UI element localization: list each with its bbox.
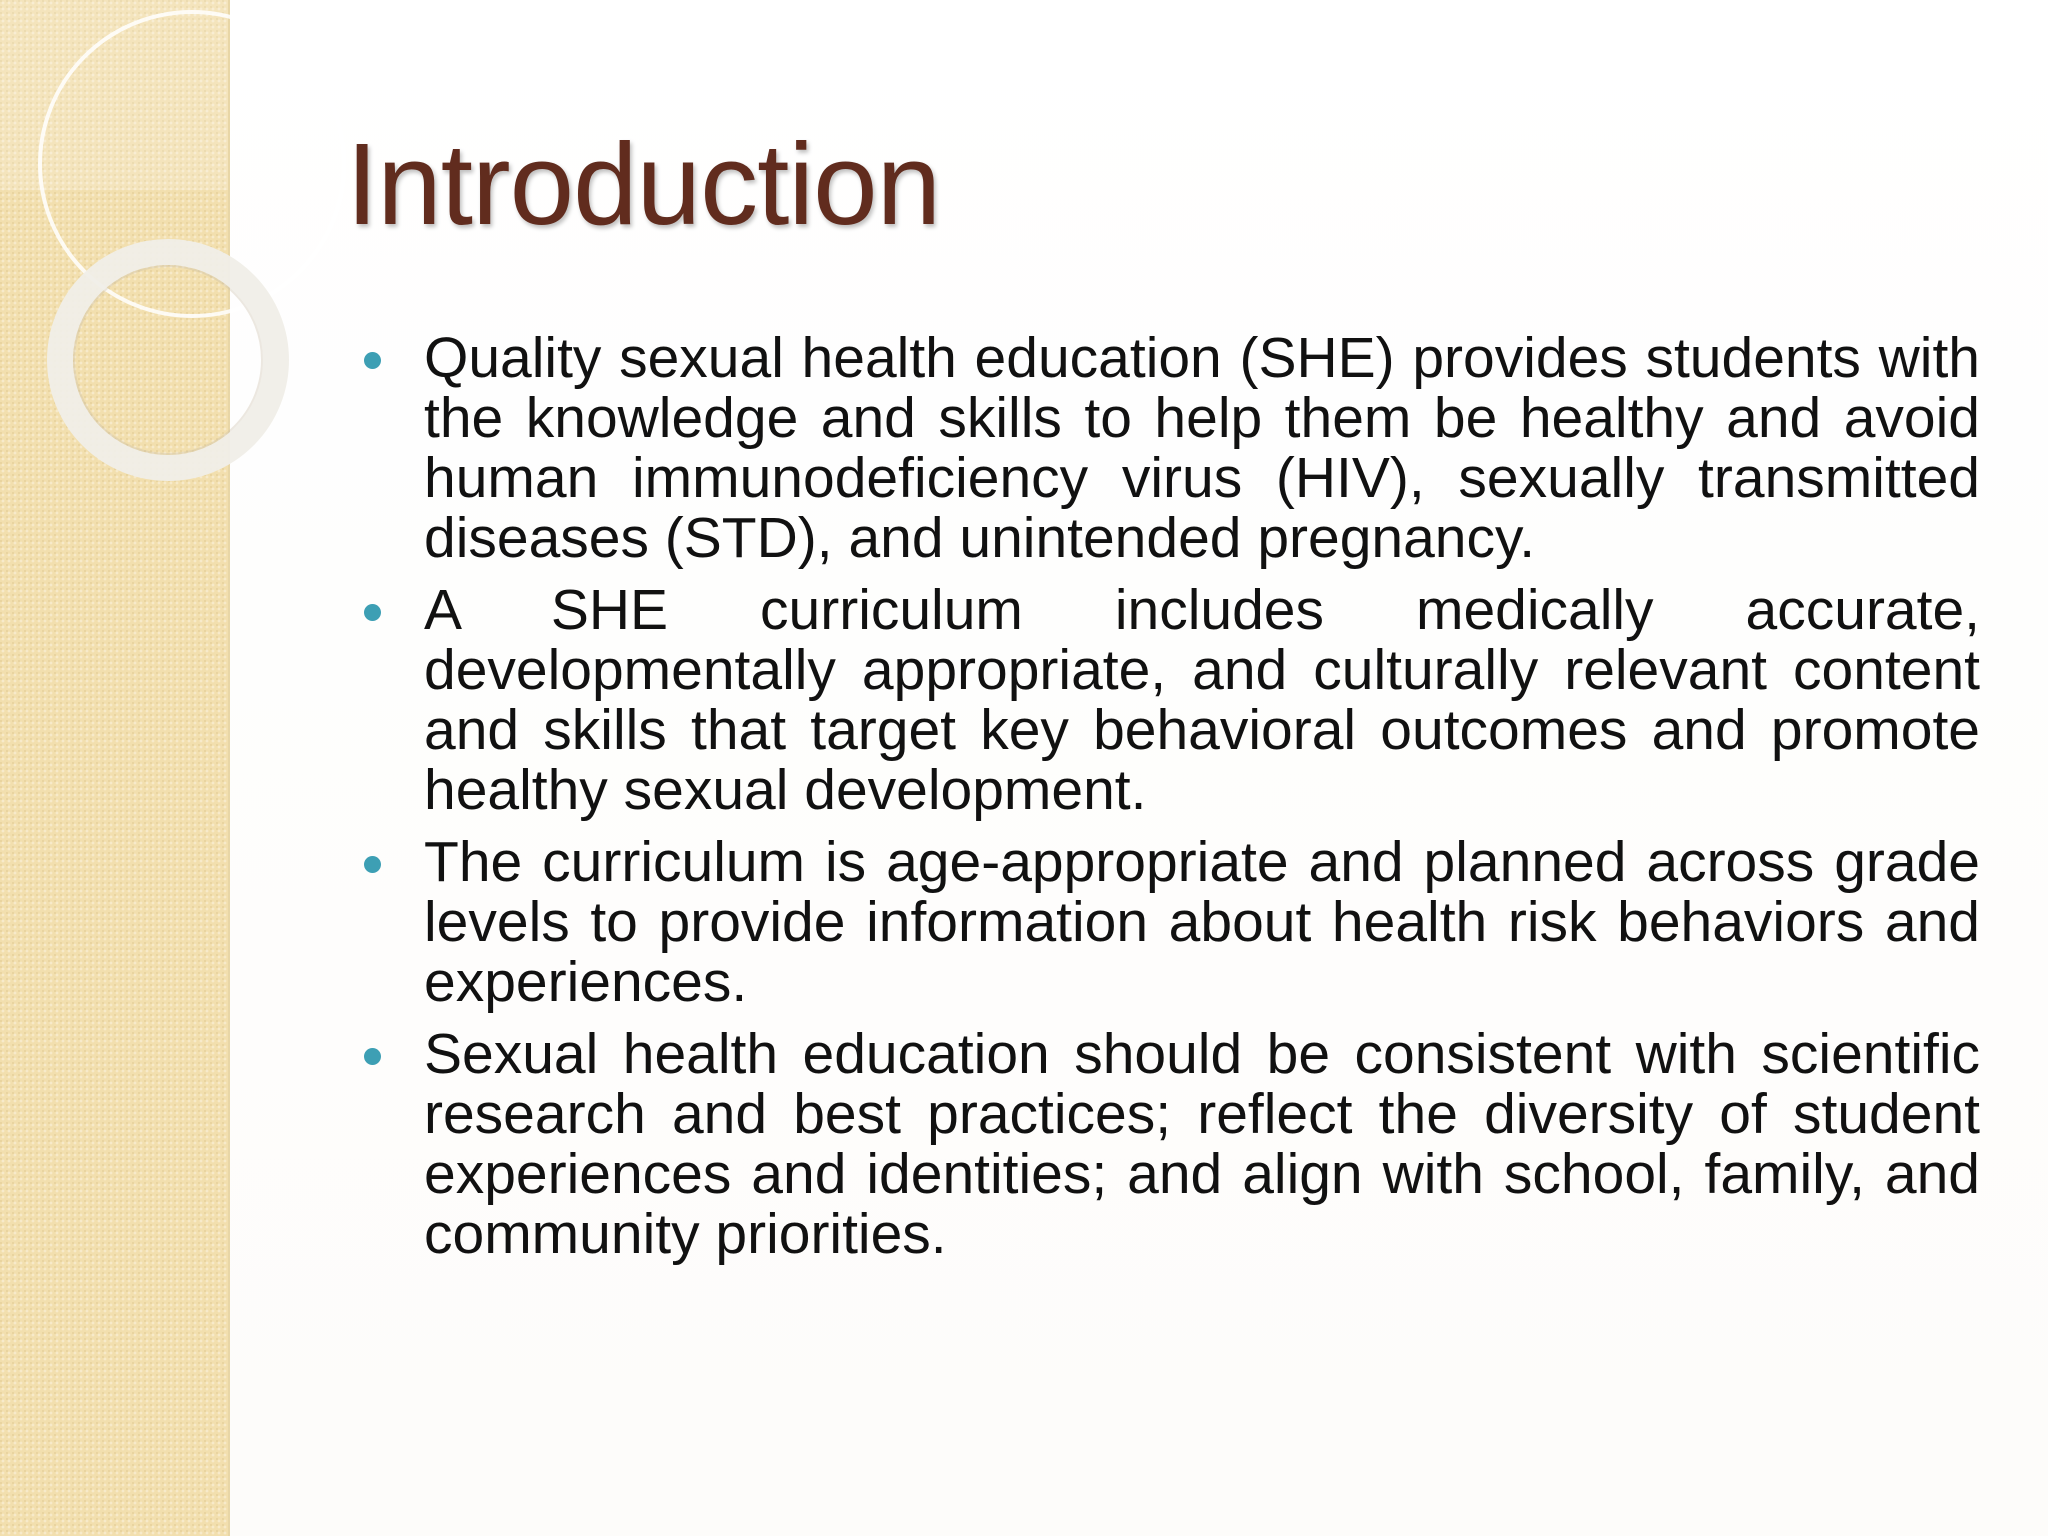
bullet-dot-icon — [364, 856, 381, 873]
decorative-side-tint — [0, 0, 228, 190]
bullet-text: A SHE curriculum includes medically accurate, developmentally appropriate, and culturally relevant content and skills that target key behavioral outcomes and promote healthy sexual development. — [424, 578, 1980, 822]
bullet-dot-icon — [364, 1048, 381, 1065]
bullet-text: The curriculum is age-appropriate and planned across grade levels to provide information about health risk behaviors and experiences. — [424, 830, 1980, 1014]
bullet-dot-icon — [364, 352, 381, 369]
slide-title: Introduction — [346, 119, 941, 249]
bullet-list — [358, 328, 1980, 1276]
list-item — [358, 328, 1980, 568]
bullet-dot-icon — [364, 604, 381, 621]
list-item — [358, 580, 1980, 820]
bullet-text: Sexual health education should be consistent with scientific research and best practices; reflect the diversity of student experiences and identities; and align with school, family, and community priorities. — [424, 1022, 1980, 1266]
list-item — [358, 1024, 1980, 1264]
bullet-text: Quality sexual health education (SHE) provides students with the knowledge and skills to help them be healthy and avoid human immunodeficiency virus (HIV), sexually transmitted diseases (STD), and unintended pregnancy. — [424, 326, 1980, 570]
decorative-side-strip — [0, 0, 230, 1536]
list-item — [358, 832, 1980, 1012]
